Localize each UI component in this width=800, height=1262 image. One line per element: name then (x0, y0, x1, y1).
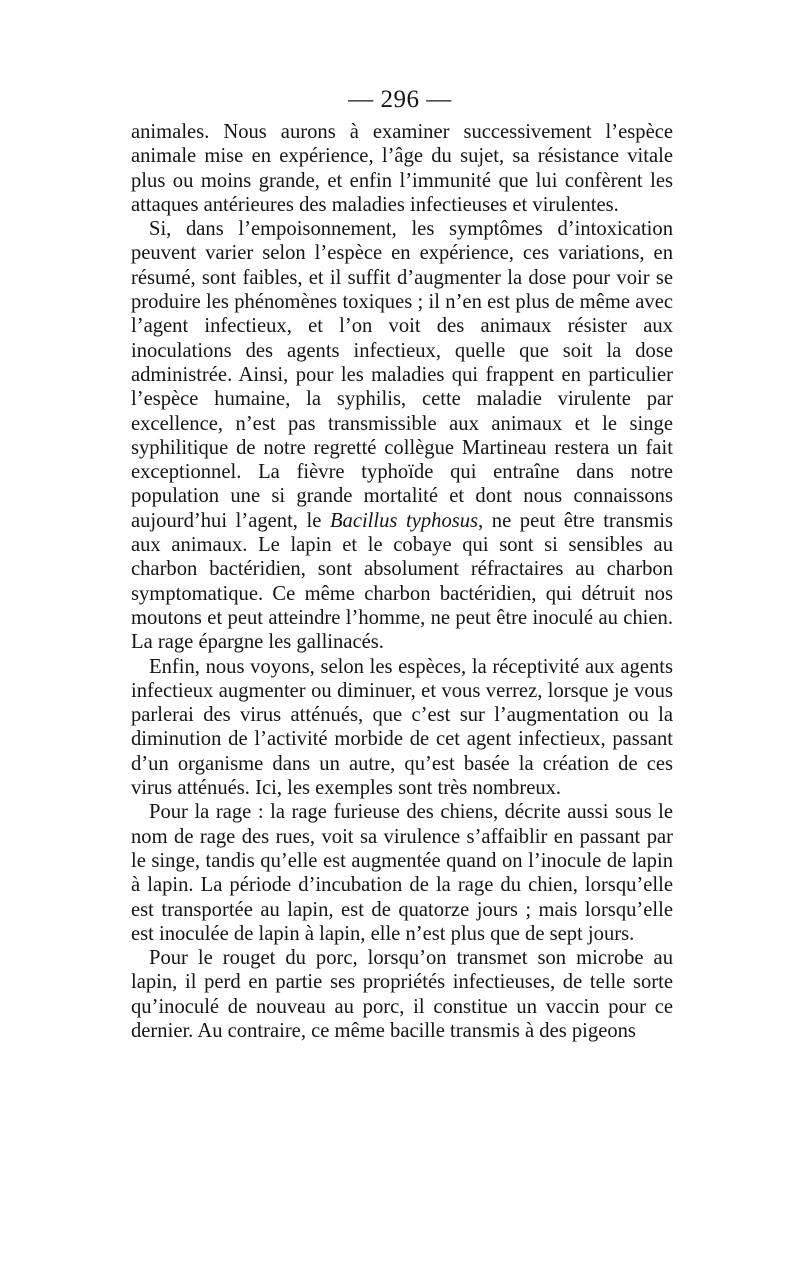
paragraph (131, 217, 673, 654)
paragraph-text: Pour la rage : la rage furieuse des chiens, décrite aussi sous le nom de rage des rues, voit sa virulence s’affaiblir en passant par le singe, tandis qu’elle est augmentée quand on l’inocule de lapin à lapin. La période d’incubation de la rage du chien, lorsqu’elle est transportée au lapin, est de quatorze jours ; mais lorsqu’elle est inoculée de lapin à lapin, elle n’est plus que de sept jours. (131, 801, 673, 945)
paragraph-text: Pour le rouget du porc, lorsqu’on transmet son microbe au lapin, il perd en partie ses propriétés infectieuses, de telle sorte qu’inoculé de nouveau au porc, il constitue un vaccin pour ce dernier. Au contraire, ce même bacille transmis à des pigeons (131, 947, 673, 1042)
paragraph-text: animales. Nous aurons à examiner successivement l’espèce animale mise en expérience, l’âge du sujet, sa résistance vitale plus ou moins grande, et enfin l’immunité que lui confèrent les attaques antérieures des maladies infectieuses et virulentes. (131, 121, 673, 216)
paragraph-text: Si, dans l’empoisonnement, les symptômes d’intoxication peuvent varier selon l’espèce en expérience, ces variations, en résumé, sont faibles, et il suffit d’augmenter la dose pour voir se produire les phénomènes toxiques ; il n’en est plus de même avec l’agent infectieux, et l’on voit des animaux résister aux inoculations des agents infectieux, quelle que soit la dose administrée. Ainsi, pour les maladies qui frappent en particulier l’espèce humaine, la syphilis, cette maladie virulente par excellence, n’est pas transmissible aux animaux et le singe syphilitique de notre regretté collègue Martineau restera un fait exceptionnel. La fièvre typhoïde qui entraîne dans notre population une si grande mortalité et dont nous connaissons aujourd’hui l’agent, le (131, 218, 673, 532)
page-number: — 296 — (348, 86, 452, 113)
paragraph (131, 800, 673, 946)
paragraph (131, 120, 673, 217)
italic-text: Bacillus typhosus (329, 509, 479, 532)
paragraph (131, 946, 673, 1043)
paragraph-text: , ne peut être transmis aux animaux. Le lapin et le cobaye qui sont si sensibles au charbon bactéridien, sont absolument réfractaires au charbon symptomatique. Ce même charbon bactéridien, qui détruit nos moutons et peut atteindre l’homme, ne peut être inoculé au chien. La rage épargne les gallinacés. (131, 509, 673, 654)
body-text (131, 120, 673, 1043)
paragraph (131, 655, 673, 801)
paragraph-text: Enfin, nous voyons, selon les espèces, la réceptivité aux agents infectieux augmenter ou diminuer, et vous verrez, lorsque je vous parlerai des virus atténués, que c’est sur l’augmentation ou la diminution de l’activité morbide de cet agent infectieux, passant d’un organisme dans un autre, qu’est basée la création de ces virus atténués. Ici, les exemples sont très nombreux. (131, 655, 673, 800)
